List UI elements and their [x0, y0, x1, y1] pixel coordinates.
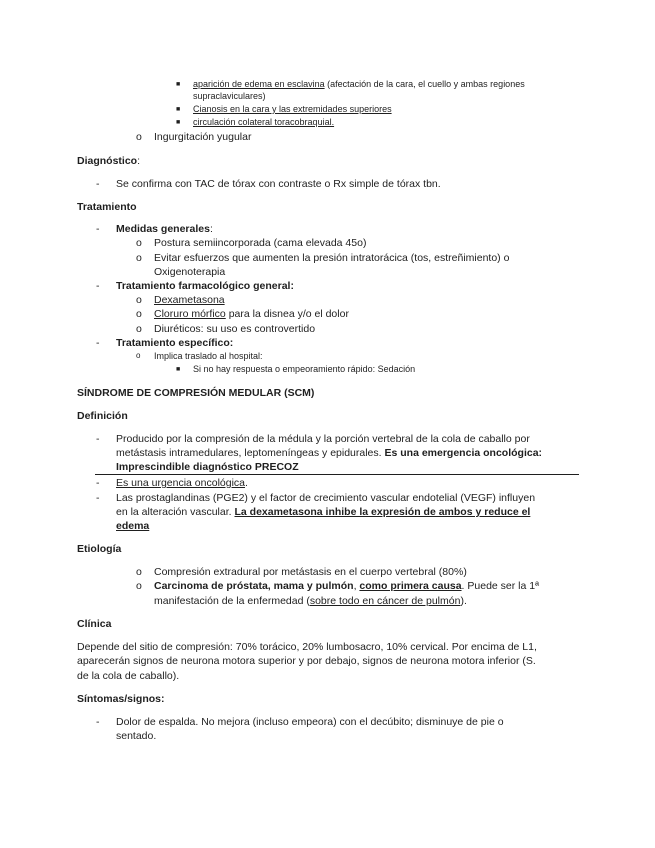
section-heading-definicion: Definición: [77, 410, 128, 422]
list-item: Implica traslado al hospital:: [154, 351, 263, 361]
square-bullet-icon: ■: [176, 119, 181, 126]
circle-bullet-icon: o: [136, 294, 142, 306]
list-item-continuation: sentado.: [116, 730, 157, 742]
dash-bullet-icon: -: [96, 433, 100, 445]
dash-bullet-icon: -: [96, 280, 100, 292]
list-item: Carcinoma de próstata, mama y pulmón, como primera causa. Puede ser la 1ª: [154, 580, 539, 592]
section-heading-etiologia: Etiología: [77, 543, 122, 555]
list-item-continuation: manifestación de la enfermedad (sobre todo en cáncer de pulmón).: [154, 595, 467, 607]
circle-bullet-icon: o: [136, 252, 142, 264]
section-heading-sintomas: Síntomas/signos:: [77, 693, 165, 705]
cianosis-link[interactable]: Cianosis en la cara y las extremidades superiores: [193, 104, 392, 114]
paragraph-line: Depende del sitio de compresión: 70% torácico, 20% lumbosacro, 10% cervical. Por encima de L1,: [77, 641, 537, 653]
dash-bullet-icon: -: [96, 337, 100, 349]
list-item: Ingurgitación yugular: [154, 131, 252, 143]
list-item: Dolor de espalda. No mejora (incluso empeora) con el decúbito; disminuye de pie o: [116, 716, 504, 728]
square-bullet-icon: ■: [176, 366, 181, 373]
circle-bullet-icon: o: [136, 323, 142, 335]
circle-bullet-icon: o: [136, 237, 142, 249]
paragraph-line: aparecerán signos de neurona motora superior y por debajo, signos de neurona motora inferior (S.: [77, 655, 536, 667]
dexametasona-link[interactable]: Dexametasona: [154, 294, 225, 306]
list-item: Compresión extradural por metástasis en el cuerpo vertebral (80%): [154, 566, 467, 578]
list-item: Se confirma con TAC de tórax con contraste o Rx simple de tórax tbn.: [116, 178, 441, 190]
dash-bullet-icon: -: [96, 477, 100, 489]
divider: [95, 474, 579, 475]
dexametasona-highlight: La dexametasona inhibe la expresión de ambos y reduce el: [234, 506, 531, 518]
section-heading-tratamiento: Tratamiento: [77, 201, 137, 213]
list-item: Producido por la compresión de la médula y la porción vertebral de la cola de caballo por: [116, 433, 530, 445]
dash-bullet-icon: -: [96, 492, 100, 504]
square-bullet-icon: ■: [176, 81, 181, 88]
cloruro-link[interactable]: Cloruro mórfico: [154, 308, 226, 320]
list-item-continuation: Oxigenoterapia: [154, 266, 226, 278]
list-item-continuation: supraclaviculares): [193, 91, 266, 101]
edema-link[interactable]: aparición de edema en esclavina: [193, 79, 325, 89]
dash-bullet-icon: -: [96, 178, 100, 190]
paragraph-line: de la cola de caballo).: [77, 670, 180, 682]
list-item: Si no hay respuesta o empeoramiento rápido: Sedación: [193, 364, 416, 374]
list-item: Evitar esfuerzos que aumenten la presión intratorácica (tos, estreñimiento) o: [154, 252, 510, 264]
list-item: Es una urgencia oncológica.: [116, 477, 248, 489]
list-item-continuation: metástasis intramedulares, leptomeníngeas y epidurales. Es una emergencia oncológica:: [116, 447, 543, 459]
dash-bullet-icon: -: [96, 716, 100, 728]
list-item: Tratamiento farmacológico general:: [116, 280, 294, 292]
dash-bullet-icon: -: [96, 223, 100, 235]
section-title-scm: SÍNDROME DE COMPRESIÓN MEDULAR (SCM): [77, 387, 315, 399]
urgencia-link[interactable]: Es una urgencia oncológica: [116, 477, 246, 489]
section-heading-diagnostico: Diagnóstico:: [77, 155, 141, 167]
circle-bullet-icon: o: [136, 308, 142, 320]
list-item: aparición de edema en esclavina (afectación de la cara, el cuello y ambas regiones: [193, 79, 525, 89]
circle-bullet-icon: o: [136, 580, 142, 592]
circulacion-link[interactable]: circulación colateral toracobraquial.: [193, 117, 335, 127]
pulmon-link[interactable]: sobre todo en cáncer de pulmón: [309, 595, 461, 607]
circle-bullet-icon: o: [136, 351, 141, 360]
section-heading-clinica: Clínica: [77, 618, 112, 630]
list-item: Cloruro mórfico para la disnea y/o el dolor: [154, 308, 349, 320]
list-item: Medidas generales:: [116, 223, 213, 235]
list-item-continuation: Imprescindible diagnóstico PRECOZ: [116, 461, 299, 473]
list-item: Postura semiincorporada (cama elevada 45o): [154, 237, 367, 249]
primera-causa-link[interactable]: como primera causa: [359, 580, 462, 592]
circle-bullet-icon: o: [136, 566, 142, 578]
list-item-continuation: en la alteración vascular. La dexametasona inhibe la expresión de ambos y reduce el: [116, 506, 531, 518]
circle-bullet-icon: o: [136, 131, 142, 143]
list-item-continuation: edema: [116, 520, 150, 532]
square-bullet-icon: ■: [176, 106, 181, 113]
list-item: Tratamiento específico:: [116, 337, 234, 349]
list-item: Las prostaglandinas (PGE2) y el factor de crecimiento vascular endotelial (VEGF) influyen: [116, 492, 536, 504]
list-item: Diuréticos: su uso es controvertido: [154, 323, 316, 335]
